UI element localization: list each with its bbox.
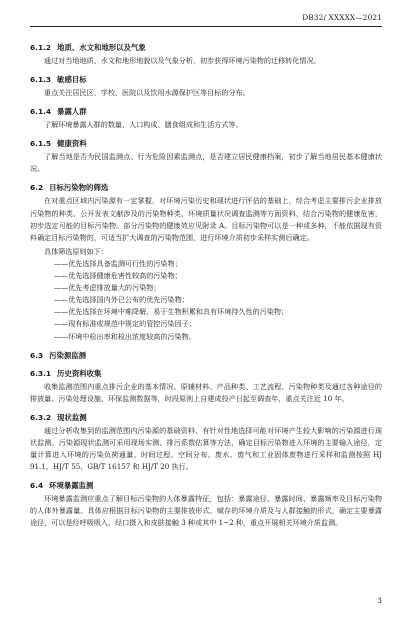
section-paragraph: 环境暴露监测应重点了解目标污染物的人体暴露特征，包括：暴露途径、暴露时间、暴露频率及目标污染物的人体外暴露量。具体应根据目标污染物的主要排放形式、赋存的环境介质及与人群接触的形式，确定主要暴露途径，可以是经呼吸吸入、经口摄入和皮肤接触 3 种或其中 1~2 种，重点开展相关环境介质监测。 (30, 494, 382, 528)
document-code: DB32/ XXXXX—2021 (302, 13, 382, 22)
section-paragraph: 了解当地是否为民国监测点、行为危险因素监测点，是否建立居民健康档案，初步了解当地居民基本健康状况。 (30, 152, 382, 174)
list-intro: 具体筛选原则如下： (44, 246, 108, 256)
section-title: 敏感目标 (57, 75, 87, 85)
section-number: 6.1.4 (30, 107, 52, 117)
page-body (30, 42, 382, 529)
section-number: 6.1.2 (30, 43, 52, 52)
section-title: 健康资料 (57, 139, 87, 149)
section-number: 6.3.2 (30, 412, 52, 422)
section-title: 现状监测 (57, 412, 87, 422)
section-paragraph: 了解环境暴露人群的数量、人口构成、膳食组成和生活方式等。 (44, 120, 243, 130)
section-number: 6.3 (30, 350, 44, 360)
section-heading (30, 138, 382, 149)
list-item: ——现有标准或规范中规定的管控污染因子； (54, 319, 196, 329)
section-heading (30, 74, 382, 85)
section-title: 暴露人群 (57, 107, 87, 117)
screening-criteria-list (30, 258, 382, 343)
section-heading (30, 42, 382, 53)
list-item: ——优先选择在环境中难降解，易于生物积累和具有环境持久性的污染物； (54, 307, 289, 317)
section-number: 6.3.1 (30, 368, 52, 378)
list-item: ——优先选择健康危害性较高的污染物； (54, 271, 182, 281)
header-rule (30, 26, 382, 27)
section-heading (30, 368, 382, 379)
section-number: 6.1.5 (30, 139, 52, 149)
section-paragraph: 通过分析收集到的监测范围内污染源的基础资料，有针对性地选择可能对环境产生较大影响的污染源进行现状监测。污染源现状监测可采用现场实测、排污系数估算等方法，确定目标污染物进入环境的主要输入途径，定量计算进入环境的污染负荷通量、时间过程、空间分布。废水、废气和工业固体废物进行采样和监测按照 HJ 91.1、HJ/T 55、GB/T 16157 和 HJ/T 20 执行。 (30, 425, 382, 472)
section-paragraph: 收集监测范围内重点排污企业的基本情况、原辅材料、产品种类、工艺流程、污染物种类及通过各种途径的排放量、污染处理设施、环保监测数据等，时段原则上自建成投产日起至调查年，重点关注近 10 年。 (30, 381, 382, 403)
section-number: 6.4 (30, 481, 44, 491)
section-paragraph: 在对重点区域内污染源有一定掌握、对环境污染历史和现状进行评估的基础上，综合考虑主要排污企业排放污染物的种类、公开发表文献涉及的污染物种类、环境质量状况调查监测等方面资料，结合污染物的健康危害，初步选定可能的目标污染物。部分污染物的健康效应见附录 A。目标污染物可以是一种或多种，不能依据现有资料确定目标污染物的，可适当扩大调查的污染物范围，进行环境介质初步采样实测后确定。 (30, 196, 382, 242)
section-heading (30, 350, 382, 361)
list-item: ——环境中检出率和检出浓度较高的污染物。 (54, 331, 196, 341)
list-item: ——优先选择具备监测可行性的污染物； (54, 258, 182, 268)
section-title: 环境暴露监测 (49, 481, 94, 491)
section-title: 污染源监测 (49, 350, 87, 360)
section-heading (30, 480, 382, 491)
section-number: 6.1.3 (30, 75, 52, 85)
section-title: 地质、水文和地形以及气象 (57, 43, 146, 52)
section-title: 目标污染物的筛选 (49, 183, 109, 193)
page-number: 3 (377, 596, 382, 605)
section-number: 6.2 (30, 183, 44, 193)
section-heading (30, 106, 382, 117)
list-item: ——优先考虑排放量大的污染物； (54, 283, 161, 293)
section-title: 历史资料收集 (57, 368, 102, 378)
section-paragraph: 重点关注居民区、学校、医院以及饮用水源保护区等目标的分布。 (44, 88, 250, 98)
list-item: ——优先选择国内外已公布的优先污染物； (54, 295, 189, 305)
section-heading (30, 182, 382, 193)
section-heading (30, 412, 382, 423)
section-paragraph: 通过对当地地质、水文和地形地貌以及气象分析，初步获得环境污染物的迁移转化情况。 (44, 56, 321, 65)
